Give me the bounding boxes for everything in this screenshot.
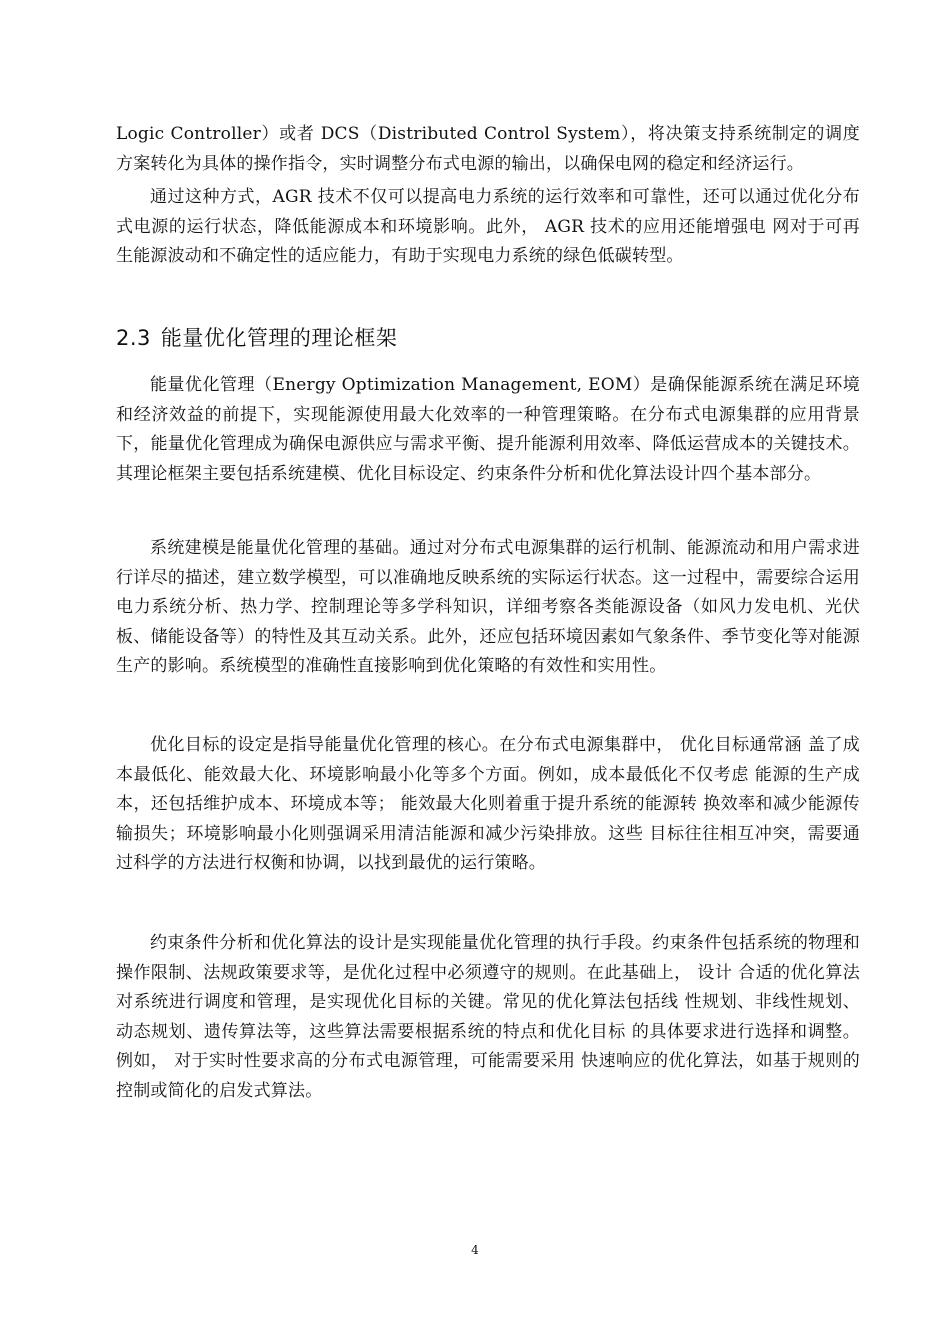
- section-number: 2.3: [116, 326, 151, 350]
- section-title: 能量优化管理的理论框架: [160, 326, 398, 350]
- paragraph-constraints-algorithms: 约束条件分析和优化算法的设计是实现能量优化管理的执行手段。约束条件包括系统的物理和操作限制、法规政策要求等，是优化过程中必须遵守的规则。在此基础上， 设计 合适的优化算法对系统进行调度和管理，是实现优化目标的关键。常见的优化算法包括线 性规划、非线性规划、动态规划、遗传算法等，这些算法需要根据系统的特点和优化目标 的具体要求进行选择和调整。例如， 对于实时性要求高的分布式电源管理，可能需要采用 快速响应的优化算法，如基于规则的控制或简化的启发式算法。: [116, 933, 860, 1101]
- section-heading: [116, 323, 397, 353]
- paragraph-continuation: Logic Controller）或者 DCS（Distributed Control System），将决策支持系统制定的调度方案转化为具体的操作指令，实时调整分布式电源的输出，以确保电网的稳定和经济运行。: [116, 124, 860, 174]
- paragraph-agr-benefits: 通过这种方式，AGR 技术不仅可以提高电力系统的运行效率和可靠性，还可以通过优化分布式电源的运行状态，降低能源成本和环境影响。此外， AGR 技术的应用还能增强电 网对于可再生能源波动和不确定性的适应能力，有助于实现电力系统的绿色低碳转型。: [116, 187, 860, 267]
- paragraph-eom-intro: 能量优化管理（Energy Optimization Management, EOM）是确保能源系统在满足环境和经济效益的前提下，实现能源使用最大化效率的一种管理策略。在分布式电源集群的应用背景下，能量优化管理成为确保电源供应与需求平衡、提升能源利用效率、降低运营成本的关键技术。其理论框架主要包括系统建模、优化目标设定、约束条件分析和优化算法设计四个基本部分。: [116, 375, 860, 484]
- page-number: 4: [471, 1243, 479, 1257]
- paragraph-system-modeling: 系统建模是能量优化管理的基础。通过对分布式电源集群的运行机制、能源流动和用户需求进行详尽的描述，建立数学模型，可以准确地反映系统的实际运行状态。这一过程中，需要综合运用电力系统分析、热力学、控制理论等多学科知识，详细考察各类能源设备（如风力发电机、光伏板、储能设备等）的特性及其互动关系。此外，还应包括环境因素如气象条件、季节变化等对能源生产的影响。系统模型的准确性直接影响到优化策略的有效性和实用性。: [116, 538, 860, 677]
- paragraph-optimization-objectives: 优化目标的设定是指导能量优化管理的核心。在分布式电源集群中， 优化目标通常涵 盖了成本最低化、能效最大化、环境影响最小化等多个方面。例如，成本最低化不仅考虑 能源的生产成本，还包括维护成本、环境成本等； 能效最大化则着重于提升系统的能源转 换效率和减少能源传输损失；环境影响最小化则强调采用清洁能源和减少污染排放。这些 目标往往相互冲突，需要通过科学的方法进行权衡和协调，以找到最优的运行策略。: [116, 735, 860, 874]
